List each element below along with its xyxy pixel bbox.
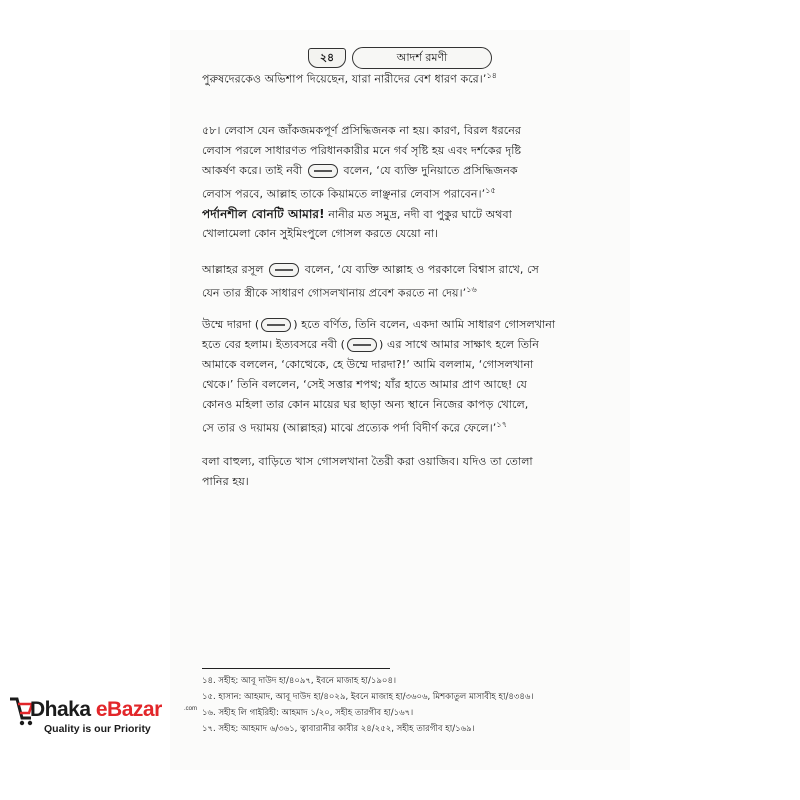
- page-number: ২৪: [319, 50, 335, 64]
- dhaka-ebazar-logo: [8, 696, 198, 738]
- text-line: হতে বের হলাম। ইত্যবসরে নবী ( ) এর সাথে আমার সাক্ষাৎ হলে তিনি: [202, 338, 539, 351]
- footnote-16: ১৬. সহীহ লি গাইরিহী: আহমাদ ১/২০, সহীহ তারগীব হা/১৬৭।: [202, 708, 414, 718]
- text-line: যেন তার স্ত্রীকে সাধারণ গোসলখানায় প্রবেশ করতে না দেয়।’$^{১৬}$: [202, 285, 477, 300]
- footnote-14: ১৪. সহীহ: আবূ দাউদ হা/৪০৯৭, ইবনে মাজাহ হা/১৯০৪।: [202, 676, 396, 686]
- paragraph-conclusion: [202, 452, 600, 492]
- text-line: থেকে।’ তিনি বললেন, ‘সেই সত্তার শপথ; যাঁর হাতে আমার প্রাণ আছে! যে: [202, 378, 527, 391]
- footnote-ref: ১৪: [486, 71, 498, 80]
- logo-tagline: Quality is our Priority: [44, 723, 151, 735]
- text-line: বলা বাহুল্য, বাড়িতে খাস গোসলখানা তৈরী করা ওয়াজিব। যদিও তা তোলা: [202, 455, 533, 468]
- text-line: খোলামেলা কোন সুইমিংপুলে গোসল করতে যেয়ো না।: [202, 227, 439, 240]
- text-line: পর্দানশীল বোনটি আমার! নানীর মত সমুদ্র, নদী বা পুকুর ঘাটে অথবা: [202, 207, 512, 221]
- text-line: উম্মে দারদা ( ) হতে বর্ণিত, তিনি বলেন, একদা আমি সাধারণ গোসলখানা: [202, 318, 556, 331]
- logo-dotcom: .com: [184, 706, 198, 712]
- book-title: আদর্শ রমণী: [396, 50, 448, 64]
- paragraph-hadith-1: [202, 260, 600, 300]
- page-number-book-icon: [308, 48, 346, 68]
- text-line: লেবাস পরবে, আল্লাহ তাকে কিয়ামতে লাঞ্ছনার লেবাস পরাবেন।’$^{১৫}$: [202, 186, 496, 201]
- logo-brand: Dhaka eBazar: [30, 698, 162, 721]
- body-text-block-1: [202, 66, 600, 86]
- text-line: পানির হয়।: [202, 475, 249, 488]
- text-line: পুরুষদেরকেও অভিশাপ দিয়েছেন, যারা নারীদের বেশ ধারণ করে।’$^{১৪}$: [202, 71, 498, 86]
- footnote-17: ১৭. সহীহ: আহমাদ ৬/৩৬১, ত্বাবারানীর কাবীর ২৪/২৫২, সহীহ তারগীব হা/১৬৯।: [202, 724, 475, 734]
- text-line: আল্লাহর রসূল বলেন, ‘যে ব্যক্তি আল্লাহ ও পরকালে বিশ্বাস রাখে, সে: [202, 263, 539, 276]
- salutation-icon: [261, 318, 291, 332]
- text-line: সে তার ও দয়াময় (আল্লাহর) মাঝে প্রত্যেক পর্দা বিদীর্ণ করে ফেলে।’$^{১৭}$: [202, 420, 507, 435]
- footnote-ref: ১৭: [496, 420, 507, 429]
- footnotes: [202, 673, 622, 737]
- text-line: ৫৮। লেবাস যেন জাঁকজমকপূর্ণ প্রসিদ্ধিজনক না হয়। কারণ, বিরল ধরনের: [202, 124, 522, 137]
- salutation-icon: [308, 164, 338, 178]
- paragraph-58: [202, 121, 600, 201]
- text-line: লেবাস পরলে সাধারণত পরিধানকারীর মনে গর্ব সৃষ্টি হয় এবং দর্শকের দৃষ্টি: [202, 144, 522, 157]
- salutation-icon: [269, 263, 299, 277]
- text-line: আমাকে বললেন, ‘কোত্থেকে, হে উম্মে দারদা?!’ আমি বললাম, ‘গোসলখানা: [202, 358, 534, 371]
- salutation-icon: [347, 338, 377, 352]
- footnote-divider: [202, 668, 390, 669]
- footnote-15: ১৫. হাসান: আহমাদ, আবূ দাউদ হা/৪০২৯, ইবনে মাজাহ হা/৩৬০৬, মিশকাতুল মাসাবীহ হা/৪৩৪৬।: [202, 692, 534, 702]
- page-header: [308, 46, 492, 68]
- footnote-ref: ১৬: [466, 285, 477, 294]
- text-line: কোনও মহিলা তার কোন মায়ের ঘর ছাড়া অন্য স্থানে নিজের কাপড় খোলে,: [202, 398, 529, 411]
- footnote-ref: ১৫: [485, 186, 496, 195]
- paragraph-sister: [202, 204, 600, 244]
- text-line: আকর্ষণ করে। তাই নবী বলেন, ‘যে ব্যক্তি দুনিয়াতে প্রসিদ্ধিজনক: [202, 164, 518, 177]
- section-heading: পর্দানশীল বোনটি আমার!: [202, 207, 325, 221]
- paragraph-hadith-2: [202, 315, 600, 435]
